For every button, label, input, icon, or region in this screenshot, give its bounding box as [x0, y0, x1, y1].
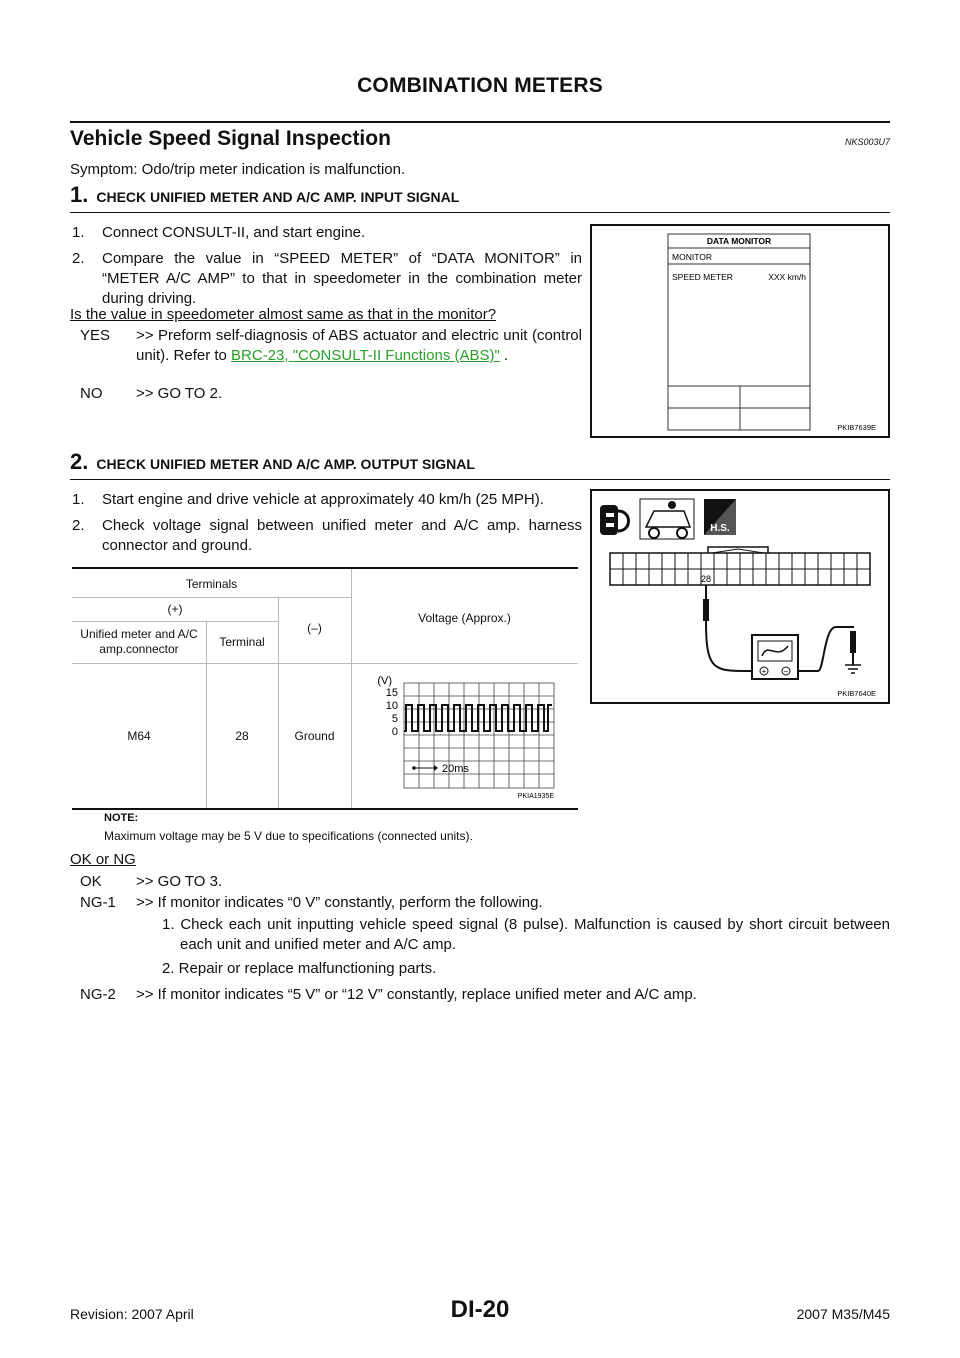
- step-1-item-2: 2. Compare the value in “SPEED METER” of “DATA MONITOR” in “METER A/C AMP” to that in speedometer in the combination meter during driving.: [72, 250, 582, 307]
- revision-date: Revision: 2007 April: [70, 1306, 194, 1322]
- step-1-item-1: 1. Connect CONSULT-II, and start engine.: [72, 224, 366, 241]
- figure-2-code: PKIB7640E: [837, 689, 876, 698]
- svg-text:−: −: [783, 667, 789, 676]
- voltage-header: Voltage (Approx.): [418, 611, 511, 625]
- step-1-yes-label: YES: [80, 327, 111, 344]
- test-probe: [703, 585, 752, 671]
- harness-side-badge: [704, 499, 736, 535]
- page-number: DI-20: [450, 1296, 510, 1323]
- ground-icon: [845, 665, 861, 673]
- svg-text:H.S.: H.S.: [710, 523, 730, 534]
- connector-diagram: [592, 491, 888, 702]
- pin-28-label: 28: [700, 574, 712, 584]
- technician-icon: [640, 499, 694, 539]
- ground-cell: Ground: [294, 729, 335, 743]
- section-title: Vehicle Speed Signal Inspection: [70, 127, 391, 150]
- terminals-header: Terminals: [185, 577, 238, 591]
- step-1-yes-text: >> Preform self-diagnosis of ABS actuator and electric unit (control unit). Refer to BRC-23, "CONSULT-II Functions (ABS)" .: [136, 327, 582, 364]
- tick-10: 10: [385, 700, 398, 712]
- ok-text: >> GO TO 3.: [136, 873, 223, 890]
- connector-pin-grid: [610, 547, 870, 585]
- step-2-number: 2.: [70, 449, 89, 474]
- ng2-text: >> If monitor indicates “5 V” or “12 V” constantly, replace unified meter and A/C amp.: [136, 986, 697, 1003]
- terminal-table: [72, 567, 578, 810]
- ng1-sub-1: 1. Check each unit inputting vehicle speed signal (8 pulse). Malfunction is caused by short circuit between each unit and unified meter and A/C amp.: [162, 916, 890, 953]
- ng1-sub-2: 2. Repair or replace malfunctioning parts.: [162, 960, 437, 977]
- speed-meter-label: SPEED METER: [672, 272, 733, 282]
- ng1-sub-list: [162, 915, 890, 979]
- connector-cell: M64: [127, 729, 151, 743]
- time-scale-label: 20ms: [442, 763, 469, 775]
- svg-text:+: +: [761, 667, 767, 676]
- step-2-rule: [70, 479, 890, 480]
- step-2-list: [72, 490, 582, 562]
- monitor-label: MONITOR: [672, 252, 712, 262]
- waveform-graph: [362, 669, 572, 801]
- ok-label: OK: [80, 873, 102, 890]
- model-label: 2007 M35/M45: [796, 1306, 890, 1322]
- plus-header: (+): [167, 602, 183, 616]
- step-2-item-2: 2. Check voltage signal between unified meter and A/C amp. harness connector and ground.: [72, 517, 582, 554]
- brc-23-link[interactable]: BRC-23, "CONSULT-II Functions (ABS)": [231, 347, 500, 364]
- tick-0: 0: [391, 726, 398, 738]
- step-1-list: [72, 223, 582, 315]
- figure-1-code: PKIB7639E: [837, 423, 876, 432]
- waveform-code: PKIA1935E: [517, 793, 554, 800]
- terminal-header: Terminal: [219, 635, 265, 649]
- speed-meter-value: XXX km/h: [768, 272, 806, 282]
- step-2-item-1: 1. Start engine and drive vehicle at approximately 40 km/h (25 MPH).: [72, 491, 544, 508]
- tick-5: 5: [391, 713, 398, 725]
- oscilloscope-icon: [752, 635, 798, 679]
- ok-or-ng: OK or NG: [70, 851, 136, 868]
- symptom-text: Symptom: Odo/trip meter indication is malfunction.: [70, 161, 406, 178]
- connector-figure: [590, 489, 890, 704]
- step-2-title: CHECK UNIFIED METER AND A/C AMP. OUTPUT SIGNAL: [96, 456, 475, 472]
- page-header: COMBINATION METERS: [357, 74, 603, 97]
- ng2-label: NG-2: [80, 986, 116, 1003]
- step-1-number: 1.: [70, 182, 89, 207]
- step-1-question: Is the value in speedometer almost same as that in the monitor?: [70, 306, 497, 323]
- step-1-heading: [70, 182, 459, 208]
- connector-header: Unified meter and A/C amp.connector: [80, 627, 198, 656]
- header-rule: [70, 121, 890, 123]
- note-title: NOTE:: [104, 812, 139, 824]
- minus-header: (–): [307, 621, 322, 635]
- step-1-title: CHECK UNIFIED METER AND A/C AMP. INPUT SIGNAL: [96, 189, 460, 205]
- section-code: NKS003U7: [844, 137, 890, 147]
- step-1-rule: [70, 212, 890, 213]
- waveform-unit: (V): [377, 675, 392, 687]
- step-1-no-label: NO: [80, 385, 103, 402]
- data-monitor-title: DATA MONITOR: [706, 236, 772, 246]
- step-2-heading: [70, 449, 475, 475]
- note-text: Maximum voltage may be 5 V due to specifications (connected units).: [104, 829, 473, 843]
- tick-15: 15: [385, 687, 398, 699]
- terminal-cell: 28: [235, 729, 249, 743]
- connector-plug-icon: [600, 505, 629, 535]
- data-monitor-figure: [590, 224, 890, 438]
- step-1-no-text: >> GO TO 2.: [136, 385, 223, 402]
- ng1-text: >> If monitor indicates “0 V” constantly, perform the following.: [136, 894, 543, 911]
- data-monitor-screen: [592, 226, 888, 436]
- ng1-label: NG-1: [80, 894, 116, 911]
- waveform-grid: [404, 683, 554, 788]
